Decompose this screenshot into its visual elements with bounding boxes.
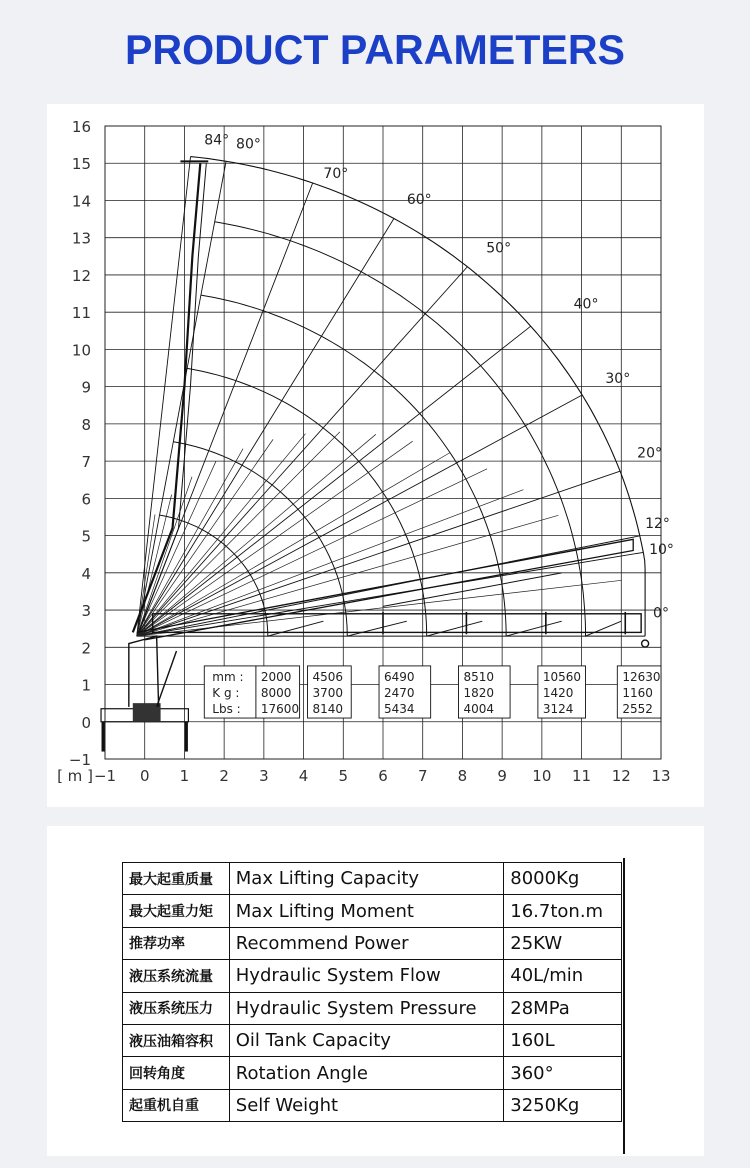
load-table (204, 666, 661, 718)
spec-label-en: Hydraulic System Pressure (229, 992, 504, 1024)
page-title: PRODUCT PARAMETERS (124, 26, 626, 73)
y-tick-label: 3 (81, 602, 91, 621)
angle-label: 70° (323, 166, 349, 183)
spec-row (123, 927, 622, 959)
spec-value: 40L/min (504, 960, 622, 992)
angle-ray (137, 267, 468, 636)
load-table-value: 1820 (463, 685, 495, 700)
angle-ray (137, 161, 226, 636)
y-tick-label: 9 (81, 378, 91, 397)
x-tick-label: 5 (338, 767, 349, 785)
angle-label: 50° (486, 240, 512, 257)
spec-label-en: Hydraulic System Flow (229, 960, 504, 992)
fan-ray (137, 546, 592, 637)
y-tick-label: 13 (71, 229, 91, 248)
x-tick-label: 0 (139, 767, 150, 785)
load-table-value: 3124 (542, 701, 574, 716)
spec-value: 160L (504, 1024, 622, 1056)
load-table-value: 12630 (622, 669, 661, 684)
x-tick-label: 4 (298, 767, 309, 785)
angle-label: 12° (645, 516, 670, 533)
spec-row (123, 895, 622, 927)
load-chart-panel (47, 104, 704, 807)
angle-label: 84° (204, 132, 230, 149)
x-tick-label: 9 (497, 767, 507, 785)
fan-ray (137, 439, 273, 636)
spec-label-zh: 液压系统流量 (123, 960, 230, 992)
y-tick-label: 11 (71, 304, 91, 323)
boom-raised-section (383, 573, 562, 607)
column-cylinder (157, 651, 177, 707)
y-tick-label: 6 (81, 490, 91, 509)
spec-value: 28MPa (504, 992, 622, 1024)
y-tick-label: 0 (81, 713, 91, 732)
load-table-row-label: mm : (212, 669, 244, 684)
spec-label-zh: 液压系统压力 (123, 992, 230, 1024)
angle-label: 20° (637, 445, 662, 462)
x-tick-label: −1 (93, 767, 117, 785)
x-tick-label: 8 (457, 767, 468, 785)
y-tick-label: 12 (71, 266, 91, 285)
boom-raised (137, 539, 633, 640)
boom-vertical (133, 163, 201, 632)
x-tick-label: 10 (532, 767, 552, 785)
fan-ray (137, 432, 340, 636)
load-table-value: 8000 (260, 685, 292, 700)
load-table-value: 1420 (542, 685, 574, 700)
load-table-value: 4506 (312, 669, 344, 684)
spec-value: 3250Kg (504, 1089, 622, 1121)
load-table-row-label: K g : (212, 685, 240, 700)
spec-label-en: Recommend Power (229, 927, 504, 959)
load-table-value: 2470 (384, 685, 415, 700)
spec-row (123, 1089, 622, 1121)
angle-label: 80° (236, 136, 261, 153)
spec-row (123, 1024, 622, 1056)
boom-angle-rays (137, 157, 645, 637)
load-table-value: 17600 (260, 701, 300, 716)
y-tick-label: 4 (81, 564, 91, 583)
inner-range-arc (215, 222, 622, 636)
y-tick-label: 15 (71, 155, 91, 174)
load-table-row-label: Lbs : (212, 701, 241, 716)
spec-value: 16.7ton.m (504, 895, 622, 927)
spec-row (123, 960, 622, 992)
y-tick-label: 2 (81, 639, 91, 658)
fan-ray (137, 453, 450, 637)
x-tick-label: 3 (259, 767, 269, 785)
spec-label-zh: 最大起重力矩 (123, 895, 230, 927)
table-edge-line (623, 858, 625, 1154)
y-tick-label: 14 (71, 192, 91, 211)
x-tick-label: 12 (611, 767, 631, 785)
spec-row (123, 992, 622, 1024)
boom-vertical-edge (139, 163, 207, 632)
spec-label-zh: 最大起重质量 (123, 863, 230, 895)
load-table-value: 2000 (260, 669, 292, 684)
angle-ray (137, 552, 643, 636)
angle-label: 30° (605, 370, 631, 387)
y-tick-label: 8 (81, 415, 91, 434)
spec-value: 8000Kg (504, 863, 622, 895)
fan-ray (137, 469, 487, 636)
load-chart (47, 104, 704, 807)
angle-ray (137, 471, 620, 636)
spec-label-en: Max Lifting Capacity (229, 863, 504, 895)
angle-label: 40° (573, 296, 599, 313)
load-table-value: 10560 (542, 669, 582, 684)
load-table-value: 4004 (463, 701, 495, 716)
angle-label: 0° (653, 605, 669, 622)
load-table-value: 3700 (312, 685, 344, 700)
angle-label: 60° (406, 192, 432, 209)
hook (642, 640, 649, 647)
load-table-value: 1160 (622, 685, 653, 700)
spec-label-en: Max Lifting Moment (229, 895, 504, 927)
x-axis-unit: [ m ] (57, 767, 93, 785)
spec-label-en: Oil Tank Capacity (229, 1024, 504, 1056)
spec-label-zh: 回转角度 (123, 1057, 230, 1089)
spec-row (123, 863, 622, 895)
load-table-value: 8510 (463, 669, 495, 684)
load-table-value: 5434 (384, 701, 415, 716)
spec-label-zh: 液压油箱容积 (123, 1024, 230, 1056)
parameters-table-panel (47, 826, 704, 1156)
parameters-table (122, 862, 622, 1122)
spec-label-en: Self Weight (229, 1089, 504, 1121)
spec-value: 25KW (504, 927, 622, 959)
y-tick-label: 5 (81, 527, 91, 546)
fan-ray (137, 449, 243, 636)
load-table-value: 2552 (622, 701, 653, 716)
spec-label-zh: 推荐功率 (123, 927, 230, 959)
spec-value: 360° (504, 1057, 622, 1089)
angle-label: 10° (649, 542, 674, 559)
x-tick-label: 7 (417, 767, 428, 785)
load-table-value: 6490 (384, 669, 415, 684)
boom-horizontal (153, 614, 641, 633)
crane-column (129, 636, 159, 707)
inner-range-arc (173, 442, 406, 636)
y-tick-label: 7 (81, 453, 91, 472)
y-tick-label: 10 (71, 341, 91, 360)
x-tick-label: 1 (179, 767, 190, 785)
x-tick-label: 6 (378, 767, 388, 785)
y-tick-label: 16 (71, 118, 91, 136)
load-table-value: 8140 (312, 701, 344, 716)
x-tick-label: 11 (572, 767, 592, 785)
y-tick-label: −1 (68, 751, 91, 769)
spec-row (123, 1057, 622, 1089)
x-tick-label: 2 (219, 767, 229, 785)
spec-label-en: Rotation Angle (229, 1057, 504, 1089)
x-tick-label: 13 (651, 767, 671, 785)
outer-range-arc (191, 157, 646, 636)
y-tick-label: 1 (81, 676, 91, 695)
spec-label-zh: 起重机自重 (123, 1089, 230, 1121)
